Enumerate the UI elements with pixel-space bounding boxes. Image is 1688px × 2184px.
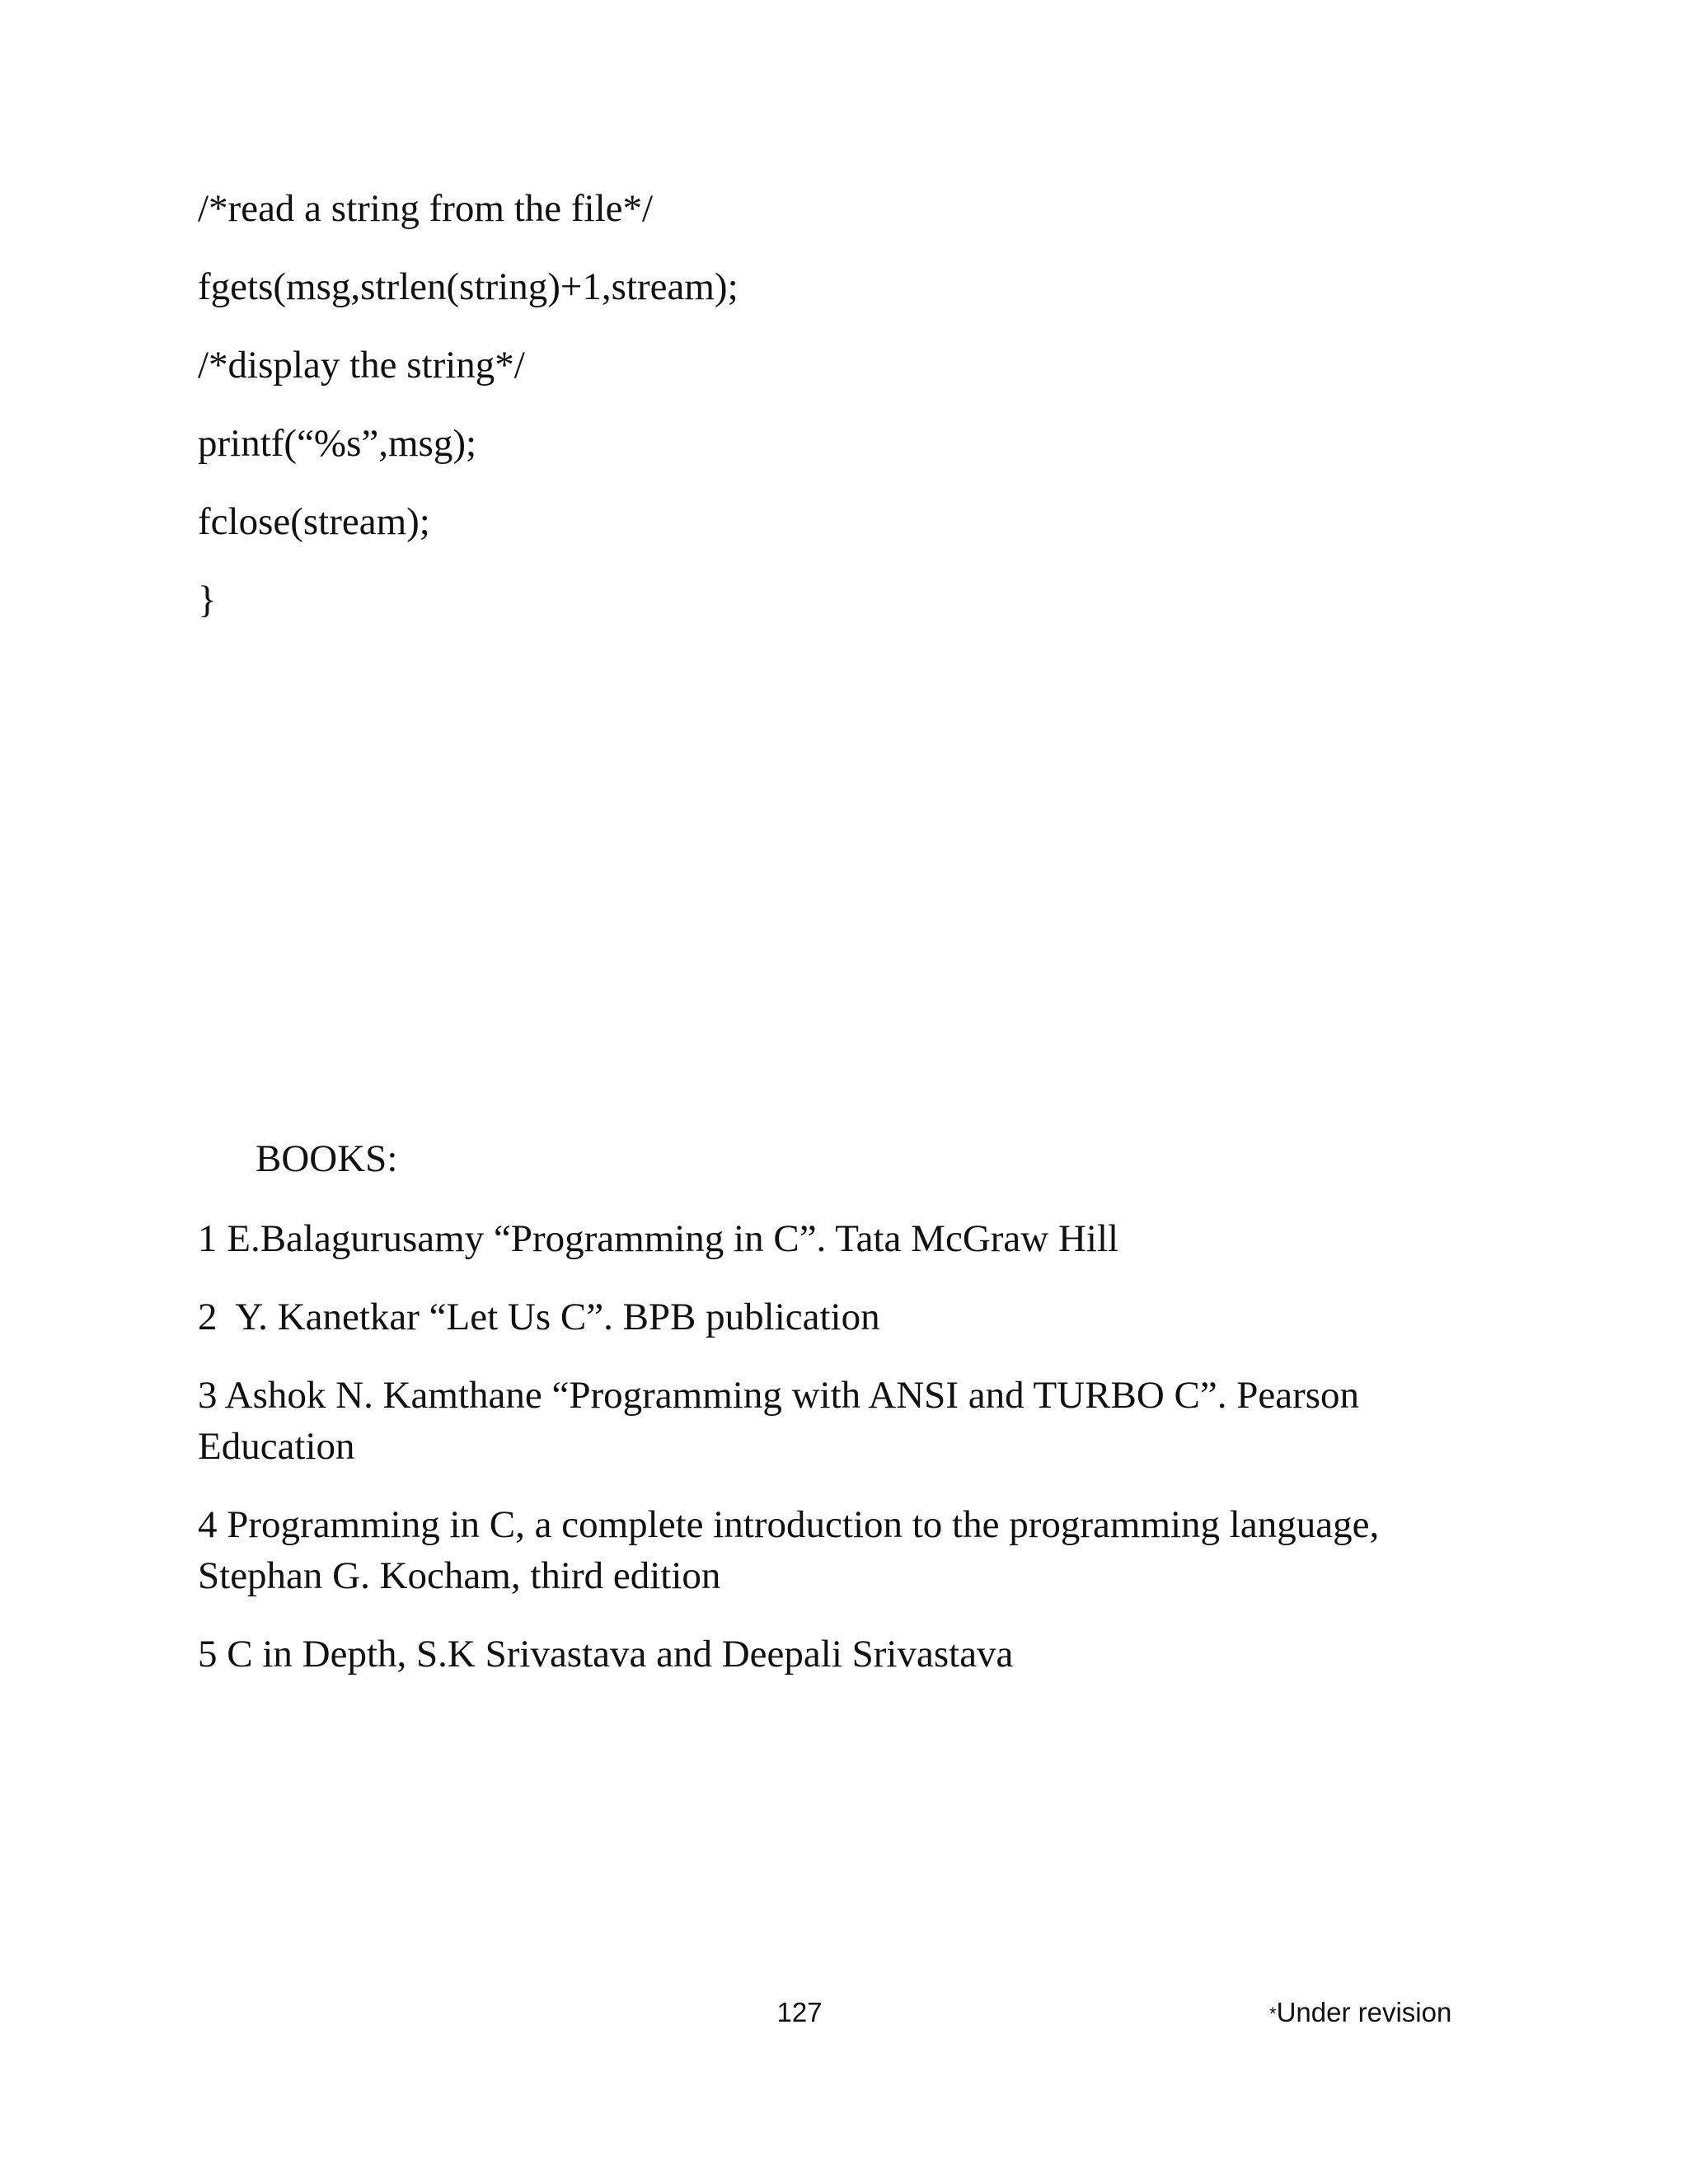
code-line: printf(“%s”,msg);: [198, 422, 477, 465]
code-line: fgets(msg,strlen(string)+1,stream);: [198, 265, 738, 308]
book-text: E.Balagurusamy “Programming in C”. Tata McGraw Hill: [227, 1217, 1119, 1260]
book-number: 3: [198, 1374, 225, 1417]
code-line: /*read a string from the file*/: [198, 187, 654, 230]
code-line: /*display the string*/: [198, 344, 525, 387]
revision-star: *: [1269, 2004, 1277, 2024]
revision-text: Under revision: [1276, 1997, 1452, 2027]
book-text: Y. Kanetkar “Let Us C”. BPB publication: [235, 1296, 880, 1338]
book-item: [198, 1629, 1484, 1680]
book-item: [198, 1370, 1484, 1472]
book-text: Programming in C, a complete introduction to the programming language, Stephan G. Kocham, third edition: [198, 1503, 1380, 1597]
book-text: Ashok N. Kamthane “Programming with ANSI and TURBO C”. Pearson Education: [198, 1374, 1360, 1468]
book-item: [198, 1213, 1484, 1264]
book-number: 4: [198, 1503, 227, 1546]
books-heading: BOOKS:: [256, 1137, 398, 1180]
revision-note: [1269, 1996, 1451, 2031]
page-number: 127: [776, 1997, 823, 2027]
book-text: C in Depth, S.K Srivastava and Deepali Srivastava: [227, 1633, 1014, 1675]
books-list: [198, 1213, 1484, 1707]
book-item: [198, 1291, 1484, 1343]
code-line: }: [198, 579, 217, 621]
book-number: 1: [198, 1217, 227, 1260]
book-number: 2: [198, 1296, 236, 1338]
book-item: [198, 1499, 1484, 1601]
code-line: fclose(stream);: [198, 500, 430, 543]
book-number: 5: [198, 1633, 227, 1675]
code-block: [198, 185, 1434, 655]
